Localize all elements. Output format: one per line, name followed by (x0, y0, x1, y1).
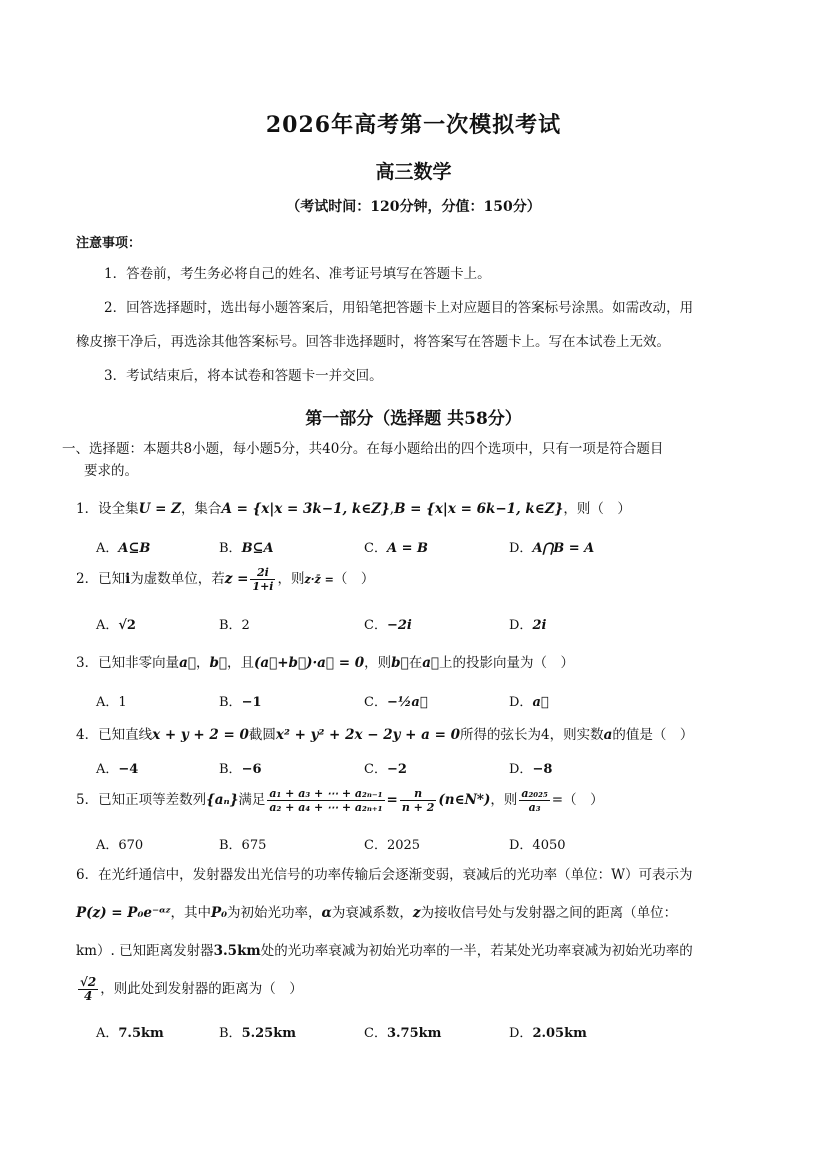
q6-alpha: α (321, 905, 332, 921)
q5-target-fraction: $\frac{\text{a₂₀₂₅}}{\text{a₃}}$ (521, 787, 548, 814)
q5-sequence: {aₙ} (206, 792, 239, 808)
q6-fraction: $\frac{√2}{4}$ (80, 975, 97, 1003)
q3-vector-b: b⃗ (209, 655, 227, 671)
q3-text: ，且 (227, 655, 254, 671)
q5-option-c[interactable]: C．2025 (364, 838, 421, 853)
q3-text: ， (195, 655, 210, 671)
q2-fraction: $\frac{2i}{1+i}$ (252, 566, 274, 593)
q4-option-d[interactable]: D．−8 (509, 762, 553, 777)
q6-p0: P₀ (210, 905, 228, 921)
q6-line-4: $\frac{√2}{4}$ ，则此处到发射器的距离为（ ） (80, 975, 303, 1003)
exam-info: （考试时间：120分钟，分值：150分） (286, 199, 541, 215)
notice-list (76, 257, 742, 393)
q1-text: 1．设全集 (76, 501, 139, 517)
q5-n-fraction: $\frac{n}{n + 2}$ (401, 787, 435, 814)
section-desc-line-1: 一、选择题：本题共8小题，每小题5分，共40分。在每小题给出的四个选项中，只有一项是符合题目 (62, 441, 664, 457)
section-desc-line-2: 要求的。 (84, 463, 138, 479)
q5-option-b[interactable]: B．675 (219, 838, 267, 853)
q1-option-c[interactable]: C．A = B (364, 541, 428, 556)
q2-option-b[interactable]: B．2 (219, 618, 250, 633)
q1-option-b[interactable]: B．B⊆A (219, 541, 274, 556)
q4-text: 4．已知直线 (76, 727, 153, 743)
q4-text: 的值是（ ） (612, 727, 694, 743)
q5-option-a[interactable]: A．670 (96, 838, 144, 853)
question-4 (76, 723, 746, 743)
q4-text: 截圆 (248, 727, 276, 743)
exam-title: 2026年高考第一次模拟考试 (265, 112, 562, 138)
q1-text: ，则（ ） (563, 501, 631, 517)
q5-text: ，则 (490, 792, 518, 808)
section-description (62, 438, 742, 482)
q6-line-1: 6．在光纤通信中，发射器发出光信号的功率传输后会逐渐变弱，衰减后的光功率（单位：W）可表示为 (76, 867, 693, 883)
q4-option-c[interactable]: C．−2 (364, 762, 407, 777)
section-title: 第一部分（选择题 共58分） (305, 409, 522, 429)
q5-option-d[interactable]: D．4050 (509, 838, 566, 853)
q4-text: 所得的弦长为4，则实数 (460, 727, 604, 743)
q2-option-d[interactable]: D．2i (509, 618, 547, 633)
q6-line-3: km）. 已知距离发射器3.5km处的光功率衰减为初始光功率的一半，若某处光功率衰减为初始光功率的 (76, 943, 693, 959)
question-2 (76, 566, 746, 593)
q2-text: 为虚数单位，若 (130, 571, 225, 587)
q2-expression: z·z̄ = (304, 573, 334, 586)
question-3 (76, 651, 746, 671)
q3-condition: (a⃗+b⃗)·a⃗ = 0 (254, 655, 365, 671)
q6-option-d[interactable]: D．2.05km (509, 1026, 587, 1041)
q6-z: z (412, 905, 421, 921)
question-6 (76, 856, 746, 1008)
q5-condition: (n∈N*) (438, 792, 491, 808)
q4-line-equation: x + y + 2 = 0 (152, 727, 249, 743)
notice-item-3: 3．考试结束后，将本试卷和答题卡一并交回。 (104, 368, 383, 384)
q1-text: ，集合 (180, 501, 222, 517)
q3-option-c[interactable]: C．−½a⃗ (364, 695, 428, 710)
question-1 (76, 497, 746, 517)
q5-ratio-fraction: $\frac{\text{a₁ + a₃ + ⋯ + a₂ₙ₋₁}}{\text{a₂ + a₄ + ⋯ + a₂ₙ₊₁}}$ (269, 787, 383, 814)
q2-text: （ ） (333, 571, 375, 587)
q1-universal-set: U = Z (138, 501, 181, 517)
q3-vector-a: a⃗ (422, 655, 440, 671)
q6-distance: 3.5km (213, 943, 261, 959)
q2-imaginary-unit: i (125, 571, 131, 587)
q2-option-a[interactable]: A．√2 (96, 618, 136, 633)
q1-option-d[interactable]: D．A⋂B = A (509, 541, 595, 556)
q3-text: 上的投影向量为（ ） (439, 655, 575, 671)
q3-option-b[interactable]: B．−1 (219, 695, 262, 710)
notice-item-2-line-1: 2．回答选择题时，选出每小题答案后，用铅笔把答题卡上对应题目的答案标号涂黑。如需改动，用 (104, 300, 694, 316)
notice-item-2-line-2: 橡皮擦干净后，再选涂其他答案标号。回答非选择题时，将答案写在答题卡上。写在本试卷上无效。 (76, 334, 670, 350)
q3-vector-b: b⃗ (391, 655, 409, 671)
q6-option-a[interactable]: A．7.5km (96, 1026, 164, 1041)
question-5 (76, 787, 746, 814)
q6-option-c[interactable]: C．3.75km (364, 1026, 442, 1041)
q2-z: z = (224, 571, 249, 587)
exam-subtitle: 高三数学 (375, 161, 452, 183)
q2-option-c[interactable]: C．−2i (364, 618, 412, 633)
notice-item-1: 1．答卷前，考生务必将自己的姓名、准考证号填写在答题卡上。 (104, 266, 491, 282)
q4-option-b[interactable]: B．−6 (219, 762, 262, 777)
q3-vector-a: a⃗ (179, 655, 196, 671)
q2-text: 2．已知 (76, 571, 126, 587)
q1-option-a[interactable]: A．A⊆B (96, 541, 151, 556)
q2-text: ，则 (277, 571, 305, 587)
q4-circle-equation: x² + y² + 2x − 2y + a = 0 (275, 727, 461, 743)
q4-option-a[interactable]: A．−4 (96, 762, 139, 777)
q6-option-b[interactable]: B．5.25km (219, 1026, 296, 1041)
notice-heading: 注意事项： (76, 236, 142, 251)
q6-line-2: P(z) = P₀e⁻ᵅᶻ，其中P₀为初始光功率，α为衰减系数，z为接收信号处与发射器之间的距离（单位： (76, 905, 678, 921)
q3-text: 3．已知非零向量 (76, 655, 180, 671)
q3-text: 在 (408, 655, 423, 671)
q4-variable-a: a (603, 727, 613, 743)
q5-text: 5．已知正项等差数列 (76, 792, 207, 808)
q3-option-a[interactable]: A．1 (96, 695, 127, 710)
q3-text: ，则 (364, 655, 392, 671)
q5-text: 满足 (238, 792, 266, 808)
q5-text: =（ ） (551, 792, 604, 808)
q1-comma: , (389, 501, 395, 517)
q5-equals: = (386, 792, 398, 808)
q1-set-b: B = {x|x = 6k−1, k∈Z} (394, 501, 564, 517)
q3-option-d[interactable]: D．a⃗ (509, 695, 549, 710)
q1-set-a: A = {x|x = 3k−1, k∈Z} (221, 501, 390, 517)
q6-formula: P(z) = P₀e⁻ᵅᶻ (76, 905, 171, 921)
